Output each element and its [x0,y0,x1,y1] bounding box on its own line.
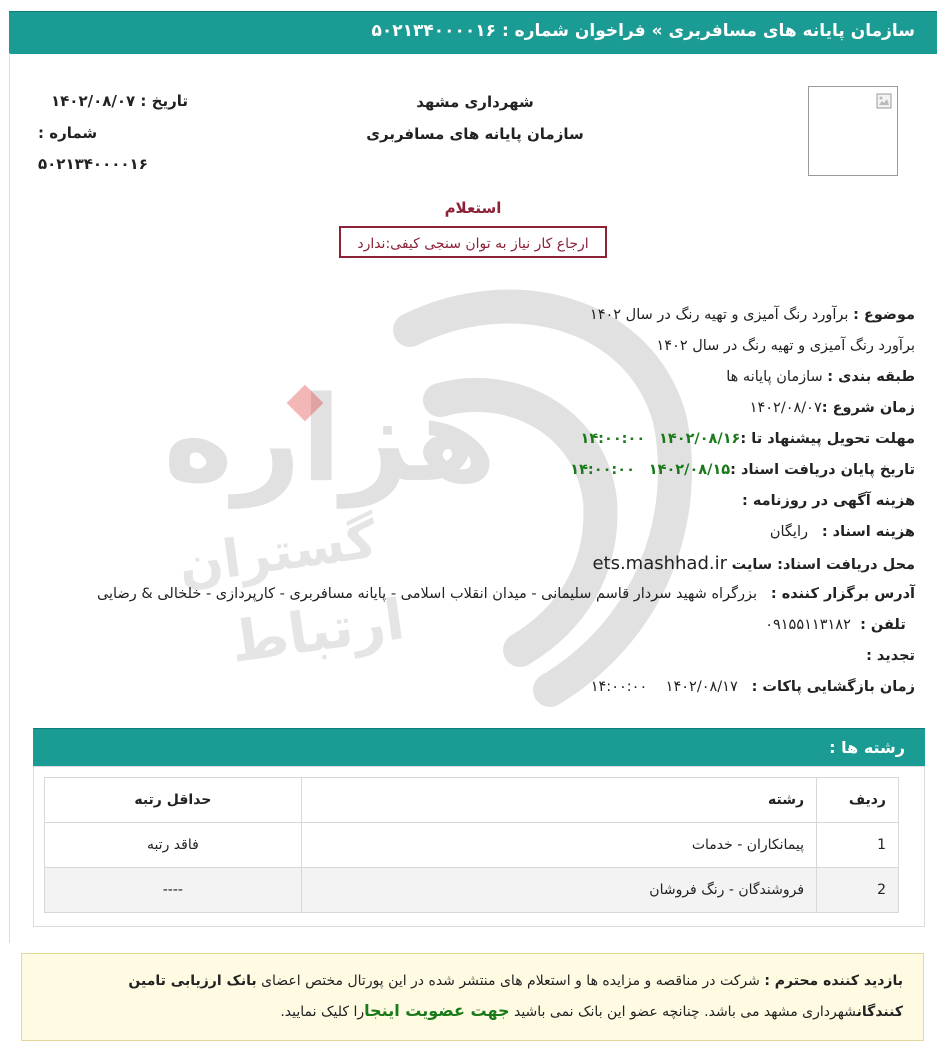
docs-end-date: ۱۴۰۲/۰۸/۱۵ [648,462,731,478]
fields-section-header [33,728,925,767]
category-label: طبقه بندی : [827,369,915,385]
doc-cost-value: رایگان [769,524,808,540]
docs-end-time: ۱۴:۰۰:۰۰ [570,462,635,478]
row-rank: فاقد رتبه [45,823,302,868]
date-label: تاریخ : [140,92,188,110]
number-label: شماره : [38,124,98,142]
opening-date: ۱۴۰۲/۰۸/۱۷ [665,679,738,695]
notice-bank-name: بانک ارزیابی تامین کنندگان [128,973,903,1020]
address-value: بزرگراه شهید سردار قاسم سلیمانی - میدان انقلاب اسلامی - پایانه مسافربری - کارپردازی - خلخالی & رضایی [96,586,758,602]
fields-table [44,777,899,913]
number-value: ۵۰۲۱۳۴۰۰۰۰۱۶ [38,155,148,173]
category-line [35,362,915,393]
notice-text-1: شرکت در مناقصه و مزایده ها و استعلام های منتشر شده در این پورتال مختص اعضای [261,973,760,989]
opening-time: ۱۴:۰۰:۰۰ [590,679,648,695]
docs-end-line [35,455,915,486]
phone-line [35,610,915,641]
fields-section-title: رشته ها : [829,738,905,757]
date-value: ۱۴۰۲/۰۸/۰۷ [50,92,136,110]
watermark-text-1: هزاره [163,370,497,508]
doc-place-line [35,548,915,579]
announcement-type: استعلام [444,199,502,217]
notice-text-3: را کلیک نمایید. [280,1004,365,1020]
broken-image-icon [876,93,892,109]
subject-label: موضوع : [853,307,915,323]
deadline-label: مهلت تحویل پیشنهاد تا : [740,431,915,447]
phone-value: ۰۹۱۵۵۱۱۳۱۸۲ [765,617,851,633]
notice-text [42,966,903,1027]
start-value: ۱۴۰۲/۰۸/۰۷ [749,400,822,416]
header-field: رشته [301,778,816,823]
row-index: 2 [817,868,899,913]
page-header-bar [9,11,937,54]
municipality-name: شهرداری مشهد [416,93,534,111]
watermark-text-2: گستران [174,509,381,597]
notice-text-2: شهرداری مشهد می باشد. چنانچه عضو این بانک نمی باشید [513,1004,857,1020]
page-header-title: سازمان پایانه های مسافربری » فراخوان شماره : ۵۰۲۱۳۴۰۰۰۰۱۶ [371,21,915,41]
row-field: فروشندگان - رنگ فروشان [301,868,816,913]
description-line: برآورد رنگ آمیزی و تهیه رنگ در سال ۱۴۰۲ [656,338,915,354]
membership-link[interactable]: جهت عضویت اینجا [364,1001,510,1020]
renewal-line: تجدید : [866,648,915,664]
table-header-row [45,778,899,823]
address-line [35,579,915,610]
subject-value: برآورد رنگ آمیزی و تهیه رنگ در سال ۱۴۰۲ [589,307,849,323]
opening-label: زمان بازگشایی پاکات : [751,679,915,695]
header-min-rank: حداقل رتبه [45,778,302,823]
category-value: سازمان پایانه ها [726,369,823,385]
doc-cost-label: هزینه اسناد : [821,524,915,540]
deadline-time: ۱۴:۰۰:۰۰ [580,431,646,447]
deadline-line [35,424,915,455]
row-rank: ---- [45,868,302,913]
announcement-details [35,300,915,703]
organization-logo [808,86,898,176]
doc-cost-line [35,517,915,548]
fields-table-container [33,766,925,927]
ad-cost-line: هزینه آگهی در روزنامه : [741,493,915,509]
deadline-date: ۱۴۰۲/۰۸/۱۶ [659,431,741,447]
doc-place-label: محل دریافت اسناد: سایت [731,557,915,573]
row-field: پیمانکاران - خدمات [301,823,816,868]
row-index: 1 [817,823,899,868]
announcement-date [38,92,188,110]
header-index: ردیف [817,778,899,823]
organization-name: سازمان پایانه های مسافربری [366,125,584,143]
start-time-line [35,393,915,424]
doc-place-site-link[interactable]: ets.mashhad.ir [592,553,728,574]
docs-end-label: تاریخ پایان دریافت اسناد : [730,462,915,478]
quality-assessment-box: ارجاع کار نیاز به توان سنجی کیفی:ندارد [339,226,607,258]
opening-line [35,672,915,703]
subject-line [35,300,915,331]
address-label: آدرس برگزار کننده : [770,586,915,602]
membership-notice [21,953,924,1041]
table-row [45,823,899,868]
notice-visitor-label: بازدید کننده محترم : [764,973,903,989]
start-label: زمان شروع : [821,400,915,416]
watermark-text-3: ارتباط [226,587,409,677]
table-row [45,868,899,913]
phone-label: تلفن : [860,617,906,633]
